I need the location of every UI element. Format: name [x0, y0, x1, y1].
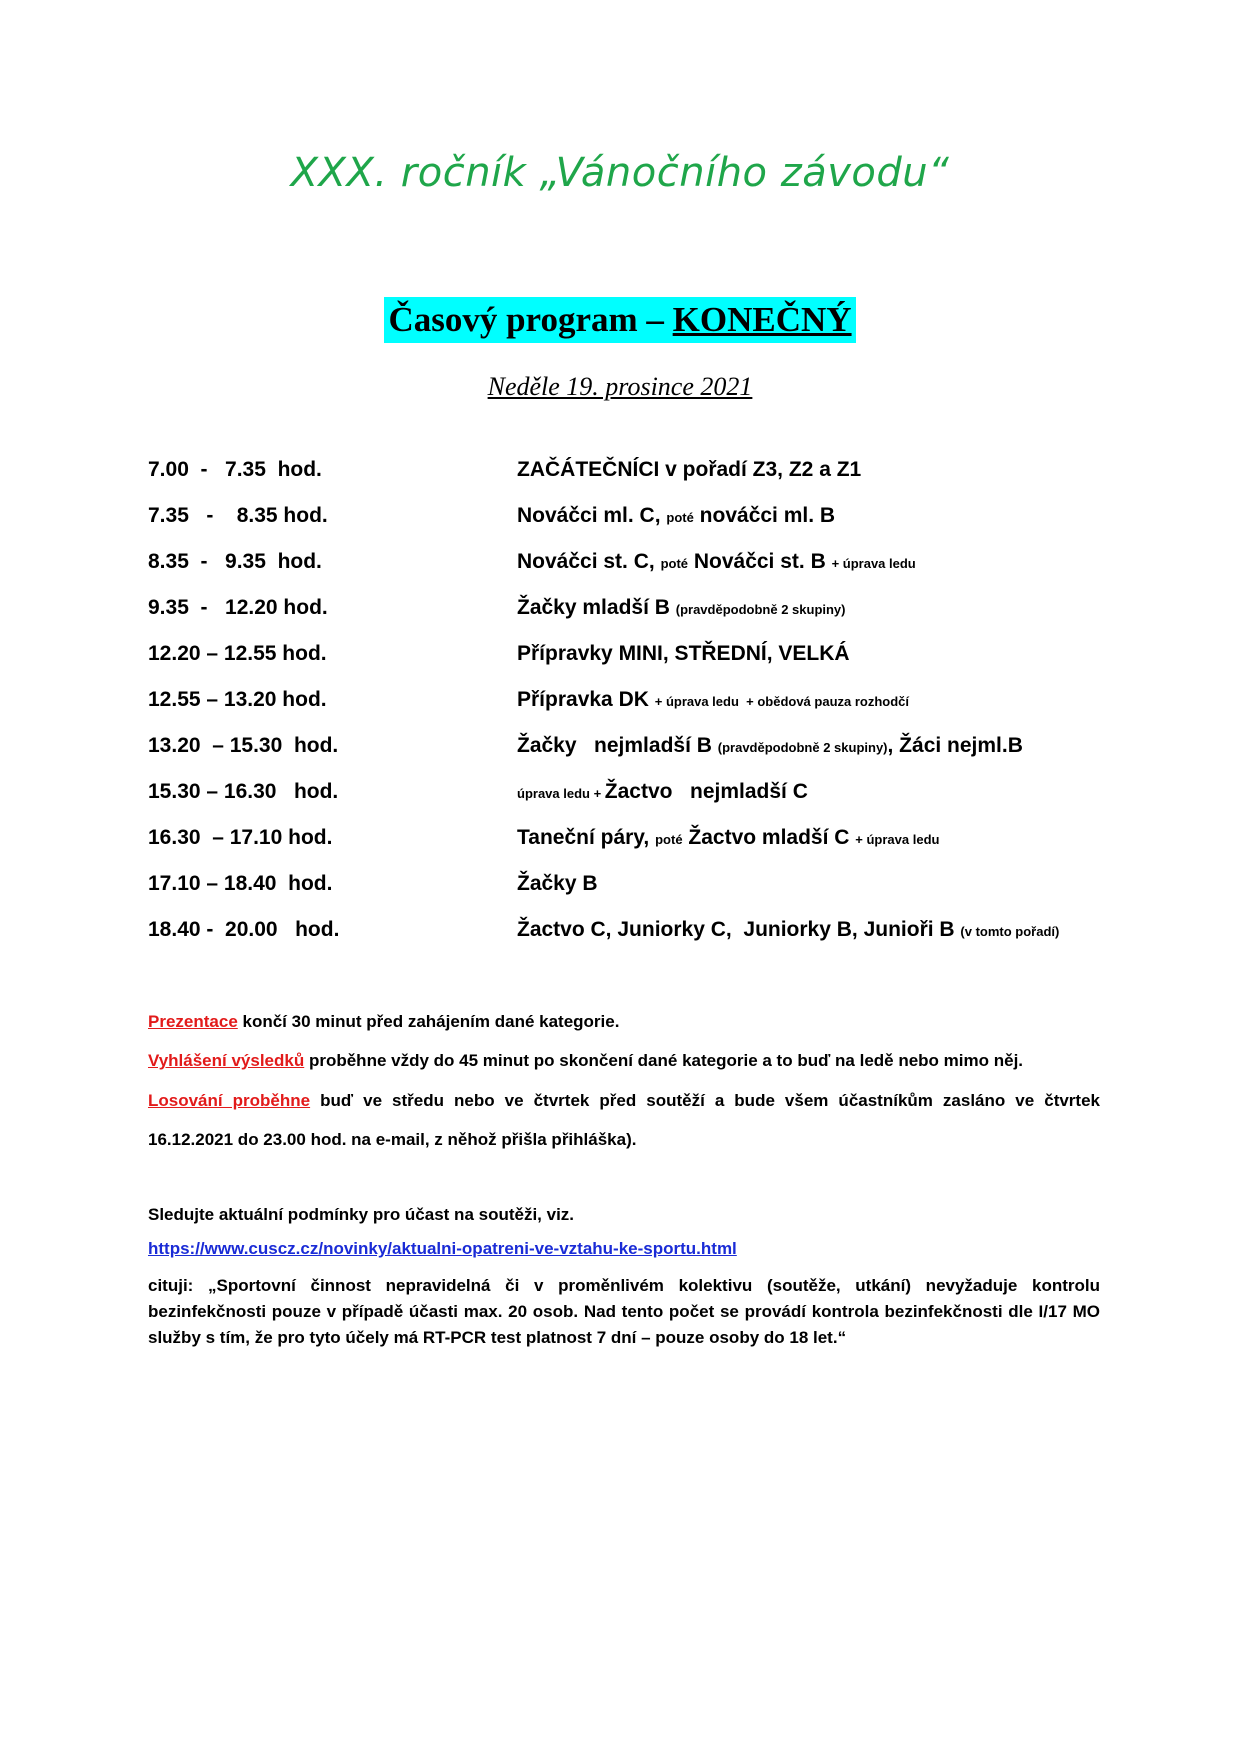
heading-final-label: KONEČNÝ [672, 300, 852, 339]
event-text: Přípravky MINI, STŘEDNÍ, VELKÁ [517, 642, 850, 665]
schedule-time: 8.35 - 9.35 hod. [148, 550, 322, 573]
schedule-time: 17.10 – 18.40 hod. [148, 872, 333, 895]
vyhlaseni-label: Vyhlášení výsledků [148, 1051, 305, 1070]
event-note: poté [660, 556, 689, 571]
conditions-section [148, 1205, 1100, 1351]
schedule-event [517, 631, 850, 677]
event-text: nováčci ml. B [693, 504, 836, 527]
event-note: (pravděpodobně 2 skupiny) [717, 740, 888, 755]
heading-prefix: Časový program – [388, 300, 673, 339]
schedule-event [517, 907, 1059, 955]
event-text: Žačky mladší B [517, 596, 676, 619]
schedule-row [148, 539, 1108, 585]
event-text: Taneční páry, [517, 826, 656, 849]
event-note: + úprava ledu [855, 832, 940, 847]
event-note: (pravděpodobně 2 skupiny) [675, 602, 846, 617]
event-note: poté [666, 510, 694, 525]
schedule-row [148, 493, 1108, 539]
schedule-row [148, 769, 1108, 815]
note-losovani [148, 1081, 1100, 1159]
event-note: + úprava ledu [831, 556, 916, 571]
heading-wrap [0, 297, 1240, 343]
event-text: Žactvo mladší C [682, 826, 856, 849]
page-title: XXX. ročník „Vánočního závodu“ [290, 150, 950, 196]
event-note: úprava ledu [517, 786, 590, 801]
event-text: Nováčci st. C, [517, 550, 661, 573]
schedule-list [148, 447, 1108, 953]
schedule-row [148, 631, 1108, 677]
event-text: Nováčci ml. C, [517, 504, 667, 527]
event-text: ZAČÁTEČNÍCI v pořadí Z3, Z2 a Z1 [517, 458, 862, 481]
schedule-event [517, 585, 846, 633]
event-text: Žactvo nejmladší C [604, 780, 808, 803]
losovani-label: Losování proběhne [148, 1091, 311, 1110]
schedule-row [148, 861, 1108, 907]
event-note: + úprava ledu + obědová pauza rozhodčí [654, 694, 910, 709]
event-note: (v tomto pořadí) [960, 924, 1060, 939]
notes-section [148, 1010, 1100, 1174]
schedule-event [517, 815, 939, 863]
conditions-intro: Sledujte aktuální podmínky pro účast na soutěži, viz. [148, 1205, 575, 1224]
schedule-row [148, 907, 1108, 953]
event-text: Žačky nejmladší B [517, 734, 718, 757]
event-text: Žačky B [517, 872, 598, 895]
schedule-row [148, 677, 1108, 723]
event-text: Žactvo C, Juniorky C, Juniorky B, Junioři B [517, 918, 961, 941]
prezentace-label: Prezentace [148, 1012, 238, 1031]
event-text: Nováčci st. B [688, 550, 832, 573]
schedule-row [148, 815, 1108, 861]
schedule-time: 7.35 - 8.35 hod. [148, 504, 328, 527]
conditions-quote: cituji: „Sportovní činnost nepravidelná či v proměnlivém kolektivu (soutěže, utkání) nevyžaduje kontrolu bezinfekčnosti pouze v případě účasti max. 20 osob. Nad tento počet se provádí kontrola bezinfekčnosti dle I/17 MO služby s tím, že pro tyto účely má RT-PCR test platnost 7 dní – pouze osoby do 18 let.“ [148, 1276, 1100, 1347]
schedule-row [148, 585, 1108, 631]
schedule-event [517, 769, 808, 817]
schedule-event [517, 723, 1023, 771]
schedule-event [517, 677, 909, 725]
schedule-time: 12.55 – 13.20 hod. [148, 688, 327, 711]
vyhlaseni-text: proběhne vždy do 45 minut po skončení dané kategorie a to buď na ledě nebo mimo něj. [304, 1051, 1024, 1070]
schedule-time: 13.20 – 15.30 hod. [148, 734, 339, 757]
program-heading [384, 297, 855, 343]
event-date: Neděle 19. prosince 2021 [487, 372, 753, 401]
schedule-time: 9.35 - 12.20 hod. [148, 596, 328, 619]
event-text: Přípravka DK [517, 688, 655, 711]
schedule-time: 18.40 - 20.00 hod. [148, 918, 340, 941]
conditions-link[interactable]: https://www.cuscz.cz/novinky/aktualni-opatreni-ve-vztahu-ke-sportu.html [148, 1239, 737, 1258]
event-note: poté [655, 832, 683, 847]
losovani-text: buď ve středu nebo ve čtvrtek před soutěží a bude všem účastníkům zasláno ve čtvrtek 16.12.2021 do 23.00 hod. na e-mail, z něhož přišla přihláška). [148, 1091, 1100, 1149]
schedule-time: 15.30 – 16.30 hod. [148, 780, 339, 803]
prezentace-text: končí 30 minut před zahájením dané kategorie. [237, 1012, 620, 1031]
schedule-event [517, 493, 835, 541]
event-text: , Žáci nejml.B [887, 734, 1023, 757]
schedule-row [148, 447, 1108, 493]
schedule-event [517, 539, 916, 587]
schedule-row [148, 723, 1108, 769]
schedule-event [517, 861, 598, 907]
note-prezentace [148, 1010, 1100, 1034]
schedule-time: 7.00 - 7.35 hod. [148, 458, 322, 481]
schedule-time: 12.20 – 12.55 hod. [148, 642, 327, 665]
note-vyhlaseni [148, 1049, 1100, 1073]
event-note: + [589, 786, 605, 801]
schedule-event [517, 447, 861, 493]
schedule-time: 16.30 – 17.10 hod. [148, 826, 333, 849]
